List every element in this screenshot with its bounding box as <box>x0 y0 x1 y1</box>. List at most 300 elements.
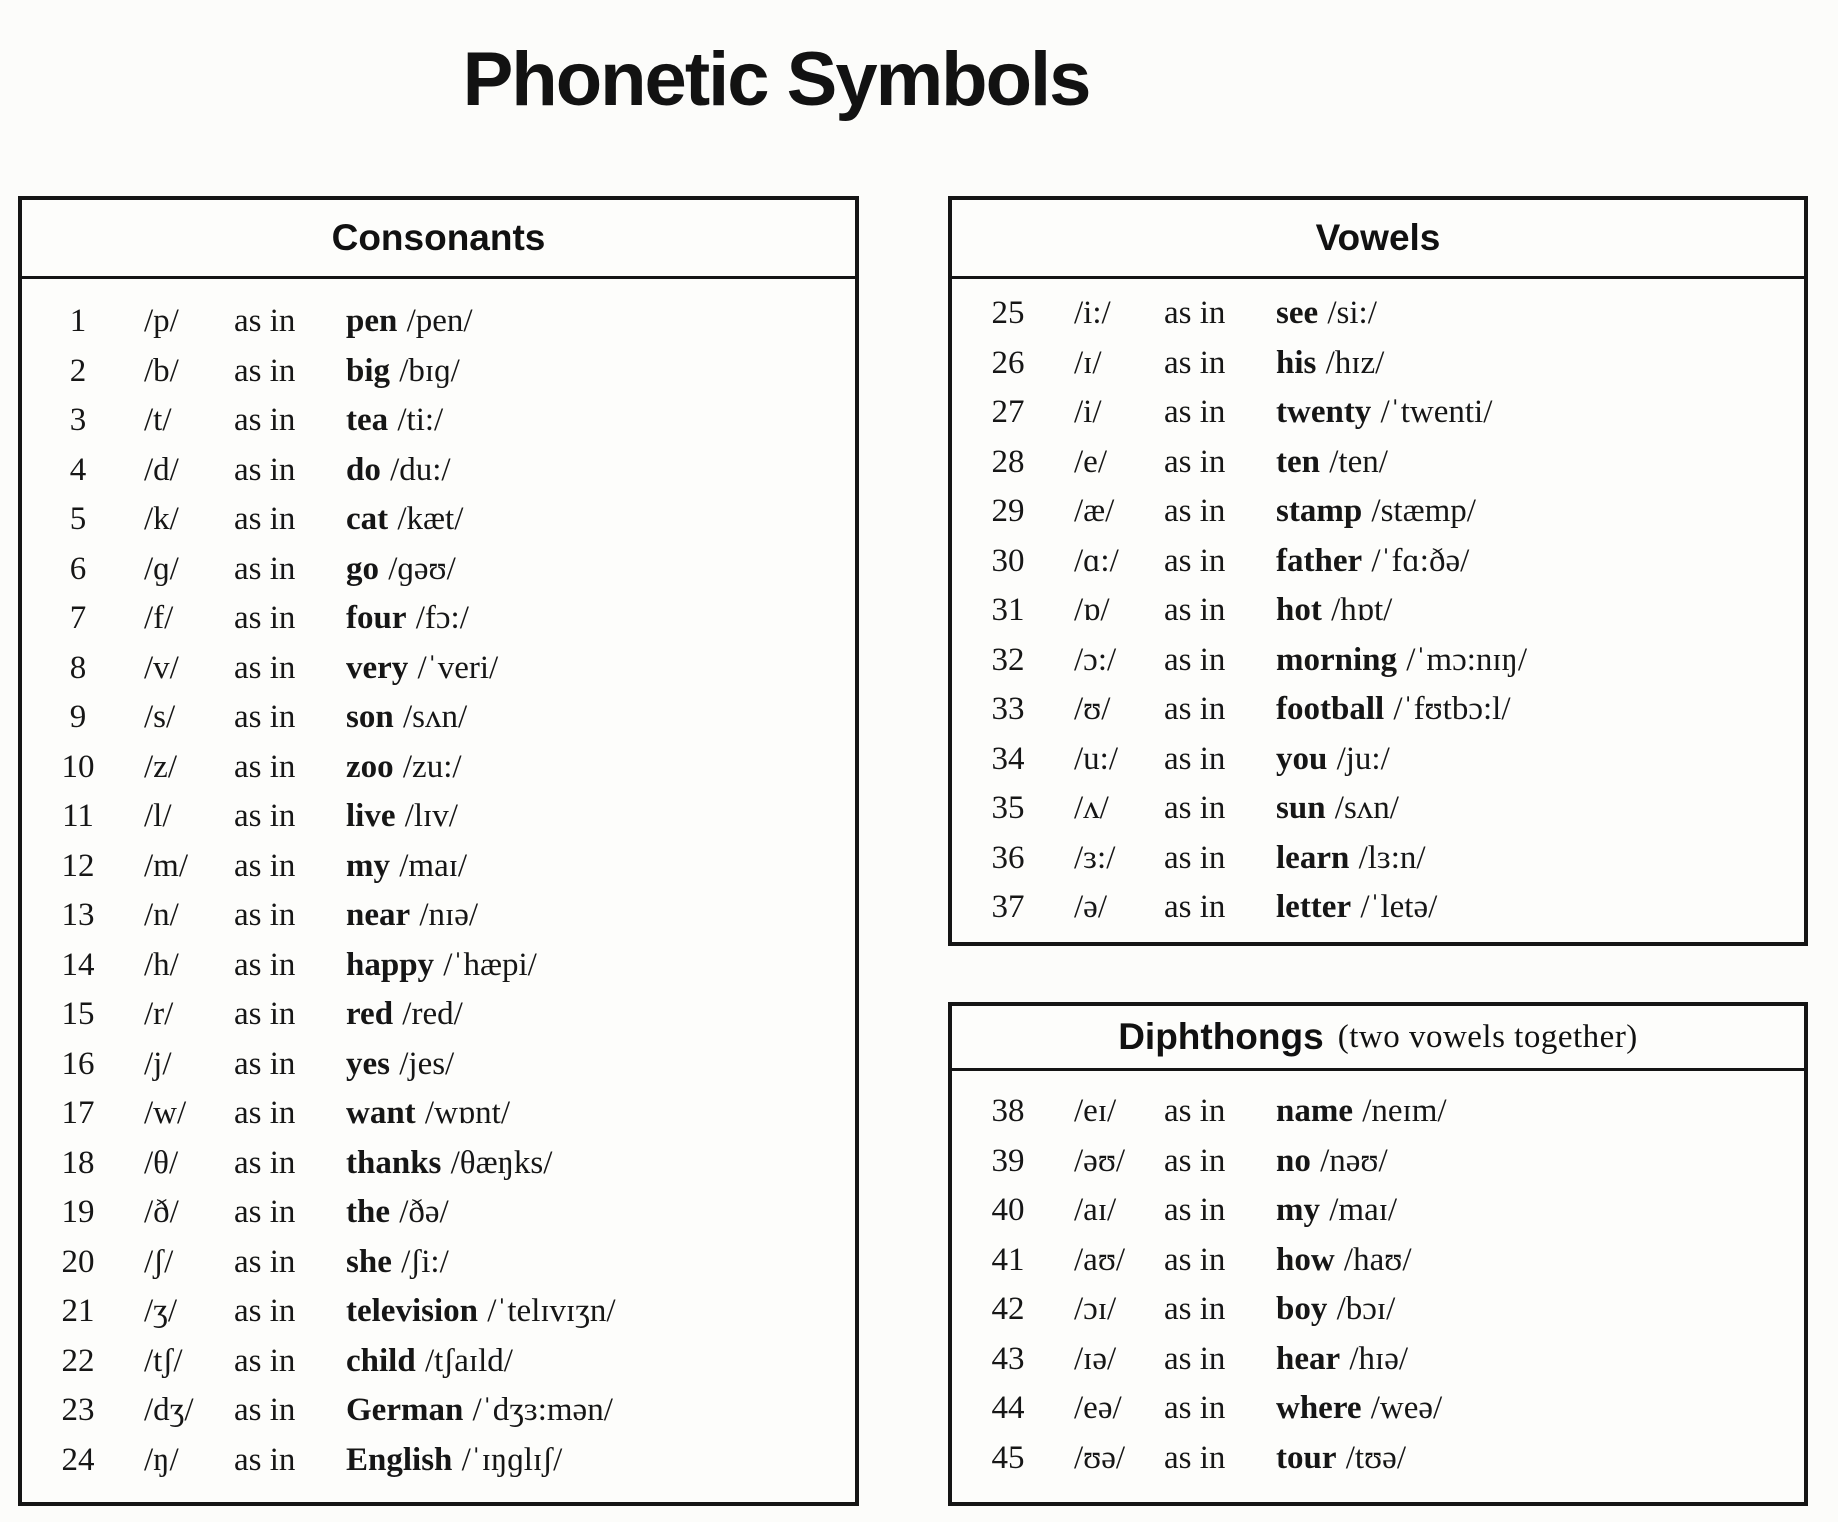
example <box>336 842 855 892</box>
row-number: 19 <box>61 1194 95 1230</box>
example-word: tea <box>346 402 389 438</box>
as-in-label: as in <box>1164 740 1226 777</box>
pronunciation: /lɪv/ <box>404 798 458 834</box>
phoneme-symbol: /l/ <box>144 798 172 834</box>
example-word: happy <box>346 946 435 983</box>
example <box>336 990 855 1040</box>
diphthongs-subheader: (two vowels together) <box>1337 1018 1638 1055</box>
phoneme-symbol: /dʒ/ <box>144 1392 194 1428</box>
table-row <box>46 446 855 496</box>
table-row <box>46 495 855 545</box>
as-in-label: as in <box>234 748 296 785</box>
phoneme-symbol: /ʒ/ <box>144 1293 177 1329</box>
example-word: see <box>1276 295 1319 331</box>
row-number: 15 <box>61 996 95 1032</box>
table-row <box>976 685 1804 735</box>
phoneme-symbol: /əʊ/ <box>1074 1142 1126 1179</box>
table-row <box>46 693 855 743</box>
example <box>336 545 855 595</box>
example-word: letter <box>1276 889 1352 925</box>
table-row <box>976 1335 1804 1385</box>
example-word: twenty <box>1276 394 1372 430</box>
as-in-label: as in <box>234 550 296 587</box>
example <box>336 495 855 545</box>
as-in-label: as in <box>1164 1439 1226 1476</box>
example <box>336 297 855 347</box>
row-number: 29 <box>991 493 1025 529</box>
example-word: English <box>346 1441 453 1478</box>
table-row <box>976 289 1804 339</box>
example-word: tour <box>1276 1439 1337 1476</box>
table-row <box>46 891 855 941</box>
example-word: near <box>346 897 411 933</box>
example <box>1266 339 1804 389</box>
example <box>1266 1137 1804 1187</box>
example <box>336 1089 855 1139</box>
phoneme-symbol: /i/ <box>1074 394 1102 430</box>
example-word: go <box>346 550 379 587</box>
phoneme-symbol: /h/ <box>144 946 179 983</box>
example <box>1266 388 1804 438</box>
pronunciation: /stæmp/ <box>1371 493 1476 529</box>
pronunciation: /bɪɡ/ <box>399 352 460 389</box>
example-word: name <box>1276 1093 1353 1129</box>
table-row <box>46 941 855 991</box>
row-number: 39 <box>991 1142 1025 1179</box>
example <box>336 1436 855 1486</box>
as-in-label: as in <box>234 1293 296 1329</box>
as-in-label: as in <box>1164 790 1226 826</box>
pronunciation: /ðə/ <box>399 1194 449 1230</box>
table-row <box>46 1188 855 1238</box>
table-row <box>976 1285 1804 1335</box>
as-in-label: as in <box>1164 1390 1226 1426</box>
as-in-label: as in <box>234 303 296 339</box>
row-number: 30 <box>991 542 1025 579</box>
phoneme-symbol: /v/ <box>144 649 179 686</box>
example-word: very <box>346 649 409 686</box>
consonants-header-label: Consonants <box>331 217 546 258</box>
as-in-label: as in <box>234 649 296 686</box>
example <box>1266 784 1804 834</box>
example-word: where <box>1276 1390 1362 1426</box>
as-in-label: as in <box>234 1144 296 1181</box>
example <box>1266 487 1804 537</box>
pronunciation: /maɪ/ <box>1329 1192 1398 1228</box>
example <box>1266 636 1804 686</box>
pronunciation: /ˈmɔ:nɪŋ/ <box>1406 641 1528 678</box>
pronunciation: /hɪə/ <box>1349 1340 1409 1377</box>
row-number: 37 <box>991 889 1025 925</box>
vowels-header-label: Vowels <box>1315 217 1441 258</box>
as-in-label: as in <box>234 1243 296 1280</box>
example <box>1266 438 1804 488</box>
pronunciation: /sʌn/ <box>1334 790 1399 826</box>
consonants-header <box>22 200 855 279</box>
vowels-table <box>948 196 1808 946</box>
as-in-label: as in <box>234 798 296 834</box>
as-in-label: as in <box>1164 295 1226 331</box>
diphthongs-header-label: Diphthongs <box>1118 1016 1324 1057</box>
example <box>1266 834 1804 884</box>
as-in-label: as in <box>1164 839 1226 876</box>
as-in-label: as in <box>234 847 296 884</box>
row-number: 44 <box>991 1390 1025 1426</box>
table-row <box>976 784 1804 834</box>
phoneme-symbol: /b/ <box>144 352 179 389</box>
row-number: 38 <box>991 1093 1025 1129</box>
table-row <box>46 347 855 397</box>
as-in-label: as in <box>234 1342 296 1379</box>
example-word: hear <box>1276 1340 1341 1377</box>
table-row <box>46 1238 855 1288</box>
pronunciation: /ɡəʊ/ <box>388 550 456 587</box>
example <box>1266 1384 1804 1434</box>
phoneme-symbol: /ɡ/ <box>144 550 179 587</box>
pronunciation: /fɔ:/ <box>415 600 469 636</box>
example <box>1266 289 1804 339</box>
phoneme-symbol: /k/ <box>144 501 179 537</box>
pronunciation: /ˈdʒɜ:mən/ <box>472 1392 613 1428</box>
phoneme-symbol: /aʊ/ <box>1074 1241 1126 1278</box>
phoneme-symbol: /ɪ/ <box>1074 344 1102 381</box>
as-in-label: as in <box>234 1194 296 1230</box>
row-number: 34 <box>991 740 1025 777</box>
example <box>336 1188 855 1238</box>
example <box>1266 1186 1804 1236</box>
example-word: his <box>1276 344 1317 381</box>
example-word: pen <box>346 303 398 339</box>
row-number: 28 <box>991 443 1025 480</box>
as-in-label: as in <box>234 1045 296 1082</box>
phoneme-symbol: /ŋ/ <box>144 1441 179 1478</box>
table-row <box>976 1434 1804 1484</box>
phoneme-symbol: /f/ <box>144 600 174 636</box>
pronunciation: /weə/ <box>1370 1390 1443 1426</box>
table-row <box>976 883 1804 933</box>
table-row <box>46 545 855 595</box>
example <box>336 891 855 941</box>
example-word: morning <box>1276 641 1398 678</box>
diphthongs-table <box>948 1002 1808 1506</box>
table-row <box>46 1386 855 1436</box>
table-row <box>46 1040 855 1090</box>
table-row <box>46 396 855 446</box>
pronunciation: /tʃaɪld/ <box>424 1342 513 1379</box>
example <box>336 1337 855 1387</box>
pronunciation: /ʃi:/ <box>401 1243 449 1280</box>
row-number: 6 <box>69 550 87 587</box>
row-number: 2 <box>69 352 87 389</box>
row-number: 25 <box>991 295 1025 331</box>
table-row <box>46 1287 855 1337</box>
row-number: 27 <box>991 394 1025 430</box>
example-word: television <box>346 1293 478 1329</box>
table-row <box>46 1139 855 1189</box>
example-word: four <box>346 600 407 636</box>
table-row <box>46 792 855 842</box>
pronunciation: /neɪm/ <box>1362 1093 1447 1129</box>
as-in-label: as in <box>1164 1093 1226 1129</box>
as-in-label: as in <box>1164 889 1226 925</box>
pronunciation: /ju:/ <box>1336 740 1390 777</box>
table-row <box>976 735 1804 785</box>
pronunciation: /red/ <box>402 996 463 1032</box>
pronunciation: /wɒnt/ <box>424 1095 511 1131</box>
as-in-label: as in <box>1164 394 1226 430</box>
as-in-label: as in <box>1164 691 1226 727</box>
example-word: son <box>346 699 394 735</box>
example <box>336 941 855 991</box>
row-number: 7 <box>69 600 87 636</box>
example-word: father <box>1276 542 1363 579</box>
pronunciation: /nəʊ/ <box>1320 1142 1388 1179</box>
as-in-label: as in <box>234 501 296 537</box>
as-in-label: as in <box>234 946 296 983</box>
table-row <box>46 990 855 1040</box>
pronunciation: /θæŋks/ <box>450 1144 553 1181</box>
phoneme-symbol: /e/ <box>1074 443 1107 480</box>
phoneme-symbol: /eə/ <box>1074 1390 1122 1426</box>
as-in-label: as in <box>1164 493 1226 529</box>
row-number: 20 <box>61 1243 95 1280</box>
example <box>336 1139 855 1189</box>
example-word: want <box>346 1095 416 1131</box>
table-row <box>976 1186 1804 1236</box>
vowels-rows <box>952 279 1804 933</box>
example-word: sun <box>1276 790 1326 826</box>
example-word: do <box>346 451 381 488</box>
row-number: 11 <box>62 798 94 834</box>
example <box>336 594 855 644</box>
phoneme-symbol: /ð/ <box>144 1194 179 1230</box>
as-in-label: as in <box>234 1392 296 1428</box>
row-number: 33 <box>991 691 1025 727</box>
phoneme-symbol: /ɔ:/ <box>1074 641 1117 678</box>
example-word: hot <box>1276 592 1322 628</box>
example <box>1266 735 1804 785</box>
table-row <box>46 297 855 347</box>
row-number: 17 <box>61 1095 95 1131</box>
pronunciation: /haʊ/ <box>1343 1241 1412 1278</box>
table-row <box>46 594 855 644</box>
example <box>336 1040 855 1090</box>
pronunciation: /ˈtelɪvɪʒn/ <box>487 1293 616 1329</box>
row-number: 42 <box>991 1291 1025 1327</box>
phoneme-symbol: /u:/ <box>1074 740 1119 777</box>
example-word: boy <box>1276 1291 1328 1327</box>
pronunciation: /ten/ <box>1329 443 1388 480</box>
phoneme-symbol: /ə/ <box>1074 889 1107 925</box>
pronunciation: /ˈtwenti/ <box>1380 394 1493 430</box>
as-in-label: as in <box>234 1095 296 1131</box>
row-number: 5 <box>69 501 87 537</box>
phoneme-symbol: /ʌ/ <box>1074 790 1109 826</box>
as-in-label: as in <box>1164 1291 1226 1327</box>
phoneme-symbol: /s/ <box>144 699 176 735</box>
table-row <box>976 438 1804 488</box>
example-word: thanks <box>346 1144 442 1181</box>
example <box>1266 1285 1804 1335</box>
example <box>1266 685 1804 735</box>
as-in-label: as in <box>1164 443 1226 480</box>
phoneme-symbol: /n/ <box>144 897 179 933</box>
example <box>336 743 855 793</box>
row-number: 36 <box>991 839 1025 876</box>
phoneme-symbol: /θ/ <box>144 1144 179 1181</box>
row-number: 45 <box>991 1439 1025 1476</box>
pronunciation: /tʊə/ <box>1345 1439 1406 1476</box>
pronunciation: /hɪz/ <box>1325 344 1385 381</box>
phoneme-symbol: /ɪə/ <box>1074 1340 1117 1377</box>
row-number: 3 <box>69 402 87 438</box>
as-in-label: as in <box>1164 344 1226 381</box>
example-word: red <box>346 996 394 1032</box>
example <box>336 396 855 446</box>
as-in-label: as in <box>1164 592 1226 628</box>
pronunciation: /si:/ <box>1327 295 1377 331</box>
example <box>1266 586 1804 636</box>
pronunciation: /sʌn/ <box>402 699 468 735</box>
example <box>336 446 855 496</box>
as-in-label: as in <box>1164 641 1226 678</box>
table-row <box>976 339 1804 389</box>
example <box>336 347 855 397</box>
example <box>1266 537 1804 587</box>
pronunciation: /ˈhæpi/ <box>443 946 537 983</box>
table-row <box>976 487 1804 537</box>
example-word: German <box>346 1392 464 1428</box>
example-word: cat <box>346 501 389 537</box>
example-word: big <box>346 352 391 389</box>
pronunciation: /ti:/ <box>397 402 444 438</box>
example <box>336 1238 855 1288</box>
table-row <box>976 1236 1804 1286</box>
as-in-label: as in <box>234 352 296 389</box>
pronunciation: /jes/ <box>399 1045 455 1082</box>
as-in-label: as in <box>1164 1241 1226 1278</box>
example <box>1266 1335 1804 1385</box>
example-word: my <box>346 847 390 884</box>
example-word: yes <box>346 1045 390 1082</box>
as-in-label: as in <box>234 451 296 488</box>
consonants-table <box>18 196 859 1506</box>
example-word: stamp <box>1276 493 1363 529</box>
phoneme-symbol: /j/ <box>144 1045 172 1082</box>
table-row <box>976 834 1804 884</box>
pronunciation: /kæt/ <box>397 501 464 537</box>
table-row <box>46 842 855 892</box>
phoneme-symbol: /p/ <box>144 303 179 339</box>
phoneme-symbol: /ʊə/ <box>1074 1439 1126 1476</box>
phoneme-symbol: /ʃ/ <box>144 1243 174 1280</box>
pronunciation: /du:/ <box>390 451 451 488</box>
table-row <box>976 1384 1804 1434</box>
example-word: how <box>1276 1241 1335 1278</box>
row-number: 16 <box>61 1045 95 1082</box>
phoneme-symbol: /i:/ <box>1074 295 1111 331</box>
row-number: 10 <box>61 748 95 785</box>
phoneme-symbol: /aɪ/ <box>1074 1192 1117 1228</box>
pronunciation: /hɒt/ <box>1331 592 1393 628</box>
table-row <box>46 1436 855 1486</box>
as-in-label: as in <box>234 996 296 1032</box>
pronunciation: /pen/ <box>406 303 473 339</box>
phoneme-symbol: /w/ <box>144 1095 187 1131</box>
table-row <box>46 1337 855 1387</box>
as-in-label: as in <box>234 1441 296 1478</box>
phoneme-symbol: /tʃ/ <box>144 1342 183 1379</box>
row-number: 24 <box>61 1441 95 1478</box>
as-in-label: as in <box>234 600 296 636</box>
row-number: 1 <box>69 303 87 339</box>
as-in-label: as in <box>234 897 296 933</box>
row-number: 26 <box>991 344 1025 381</box>
row-number: 4 <box>69 451 87 488</box>
example-word: zoo <box>346 748 394 785</box>
phoneme-symbol: /ɜ:/ <box>1074 839 1116 876</box>
as-in-label: as in <box>234 699 296 735</box>
pronunciation: /nɪə/ <box>419 897 479 933</box>
table-row <box>976 1087 1804 1137</box>
diphthongs-rows <box>952 1071 1804 1483</box>
table-row <box>976 1137 1804 1187</box>
example <box>1266 1236 1804 1286</box>
pronunciation: /maɪ/ <box>399 847 468 884</box>
example <box>336 1386 855 1436</box>
example-word: live <box>346 798 396 834</box>
diphthongs-header <box>952 1006 1804 1071</box>
row-number: 35 <box>991 790 1025 826</box>
example-word: she <box>346 1243 392 1280</box>
phoneme-symbol: /æ/ <box>1074 493 1115 529</box>
row-number: 13 <box>61 897 95 933</box>
page-title: Phonetic Symbols <box>462 37 1090 122</box>
example-word: learn <box>1276 839 1350 876</box>
phoneme-symbol: /ʊ/ <box>1074 691 1111 727</box>
as-in-label: as in <box>1164 1192 1226 1228</box>
example <box>1266 1087 1804 1137</box>
example-word: football <box>1276 691 1385 727</box>
vowels-header <box>952 200 1804 279</box>
example <box>1266 1434 1804 1484</box>
example <box>336 792 855 842</box>
row-number: 43 <box>991 1340 1025 1377</box>
pronunciation: /ˈɪŋɡlɪʃ/ <box>461 1441 563 1478</box>
row-number: 23 <box>61 1392 95 1428</box>
pronunciation: /zu:/ <box>402 748 462 785</box>
phoneme-symbol: /ɔɪ/ <box>1074 1291 1117 1327</box>
phoneme-symbol: /r/ <box>144 996 174 1032</box>
consonants-rows <box>22 279 855 1485</box>
example-word: my <box>1276 1192 1320 1228</box>
row-number: 31 <box>991 592 1025 628</box>
table-row <box>46 743 855 793</box>
example-word: child <box>346 1342 416 1379</box>
row-number: 22 <box>61 1342 95 1379</box>
row-number: 21 <box>61 1293 95 1329</box>
phoneme-symbol: /z/ <box>144 748 177 785</box>
row-number: 12 <box>61 847 95 884</box>
pronunciation: /ˈfɑ:ðə/ <box>1371 542 1470 579</box>
pronunciation: /ˈfʊtbɔ:l/ <box>1393 691 1511 727</box>
as-in-label: as in <box>234 402 296 438</box>
table-row <box>46 644 855 694</box>
as-in-label: as in <box>1164 542 1226 579</box>
pronunciation: /bɔɪ/ <box>1336 1291 1396 1327</box>
row-number: 32 <box>991 641 1025 678</box>
example-word: you <box>1276 740 1328 777</box>
